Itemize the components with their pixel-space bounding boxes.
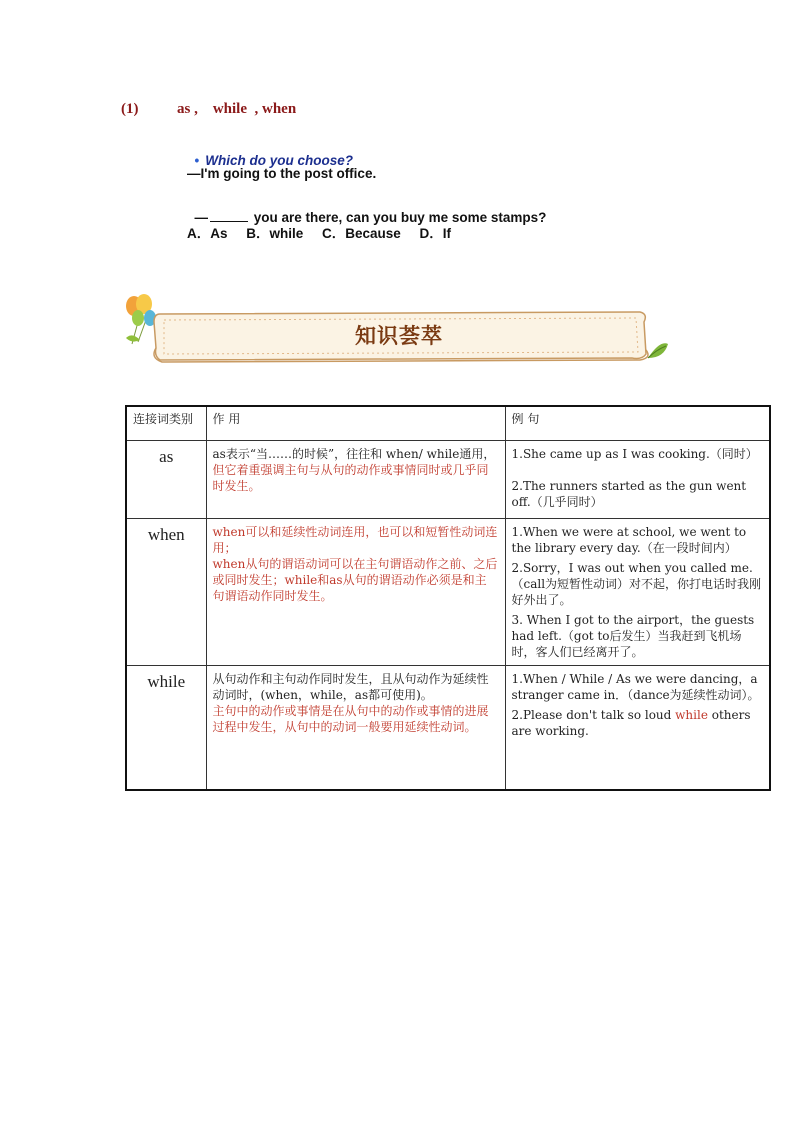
dialogue-line-2-text: you are there, can you buy me some stamps?	[250, 210, 547, 225]
conjunction-table	[125, 405, 771, 791]
bullet-icon: •	[194, 153, 200, 168]
example-when-3: 3. When I got to the airport，the guests had left.（got to后发生）当我赶到飞机场时，客人们已经离开了。	[511, 613, 755, 659]
table-row-when	[126, 519, 770, 666]
answer-blank	[210, 209, 248, 222]
dialogue-dash: —	[194, 210, 209, 225]
example-while-1: 1.When / While / As we were dancing，a stranger came in．（dance为延续性动词）。	[511, 672, 760, 702]
section-number: (1)	[121, 101, 139, 117]
balloons-icon	[126, 294, 156, 344]
example-when-2: 2.Sorry，I was out when you called me.（call为短暂性动词）对不起，你打电话时我刚好外出了。	[511, 561, 762, 607]
example-while-2-keyword: while	[675, 708, 708, 722]
example-while-2-post: others are working.	[511, 708, 751, 738]
example-as-2: 2.The runners started as the gun went off.（几乎同时）	[511, 479, 747, 509]
section-keywords: as , while , when	[177, 101, 297, 117]
usage-as	[206, 441, 505, 519]
usage-while-text: 从句动作和主句动作同时发生，且从句动作为延续性动词时，(when，while，as都可使用)。	[212, 672, 489, 702]
examples-while	[505, 666, 770, 790]
examples-as	[505, 441, 770, 519]
usage-when	[206, 519, 505, 666]
banner-title: 知识荟萃	[355, 324, 443, 348]
usage-when-1: when可以和延续性动词连用，也可以和短暂性动词连用；	[212, 525, 498, 555]
usage-while-emphasis: 主句中的动作或事情是在从句中的动作或事情的进展过程中发生，从句中的动词一般要用延续性动词。	[212, 704, 489, 734]
category-when: when	[126, 519, 206, 666]
category-as: as	[126, 441, 206, 519]
table-row-as	[126, 441, 770, 519]
leaf-icon	[648, 343, 668, 358]
usage-as-text: as表示“当……的时候”，往往和 when/ while通用，	[212, 447, 496, 461]
dialogue-line-2	[187, 194, 546, 225]
dialogue-line-1: —I'm going to the post office.	[187, 166, 377, 181]
question-prompt	[187, 138, 353, 168]
header-examples: 例 句	[505, 406, 770, 441]
usage-as-emphasis: 但它着重强调主句与从句的动作或事情同时或几乎同时发生。	[212, 463, 489, 493]
example-while-2-pre: 2.Please don't talk so loud	[511, 708, 676, 722]
examples-when	[505, 519, 770, 666]
header-usage: 作 用	[206, 406, 505, 441]
example-while-2	[512, 707, 764, 739]
usage-when-2: when从句的谓语动词可以在主句谓语动作之前、之后或同时发生；while和as从句的谓语动作必须是和主句谓语动作同时发生。	[212, 557, 498, 603]
question-prompt-text: Which do you choose?	[205, 153, 353, 168]
table-row-while	[126, 666, 770, 790]
example-as-1: 1.She came up as I was cooking.（同时）	[511, 447, 758, 461]
usage-while	[206, 666, 505, 790]
header-category: 连接词类别	[126, 406, 206, 441]
answer-options: A．As B．while C．Because D．If	[187, 226, 452, 241]
category-while: while	[126, 666, 206, 790]
table-header-row	[126, 406, 770, 441]
example-when-1: 1.When we were at school, we went to the library every day.（在一段时间内）	[511, 525, 747, 555]
